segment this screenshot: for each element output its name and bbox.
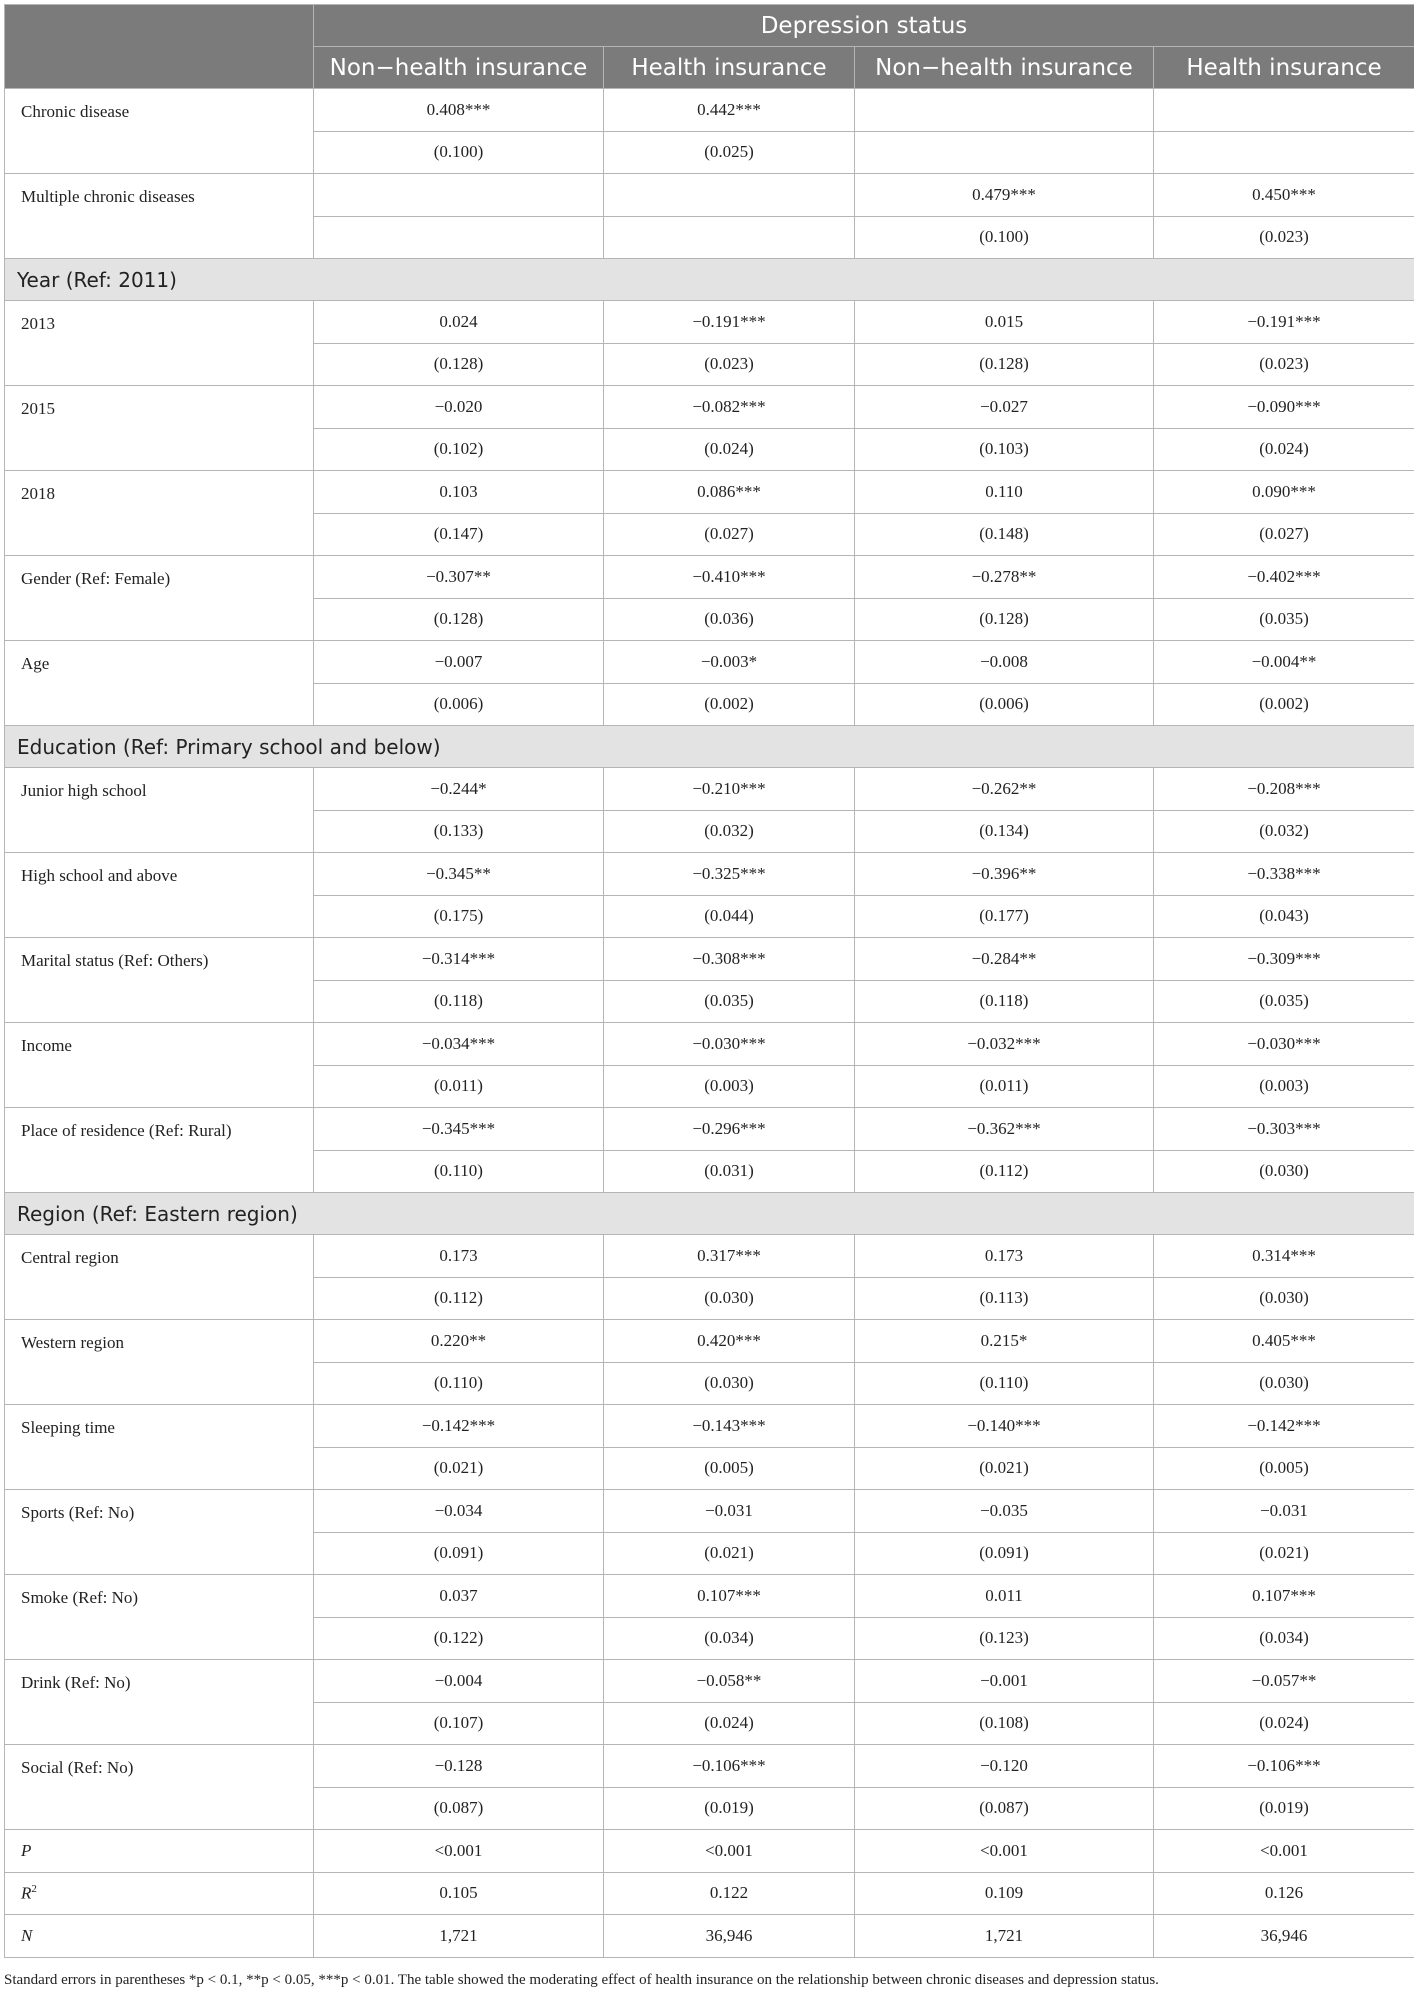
coefficient-cell: −0.142*** [314, 1405, 604, 1448]
variable-label: Sleeping time [5, 1405, 314, 1490]
coefficient-cell: −0.030*** [604, 1023, 855, 1066]
coefficient-cell: 0.450*** [1154, 174, 1414, 217]
coefficient-cell: −0.338*** [1154, 853, 1414, 896]
coefficient-cell: −0.035 [855, 1490, 1154, 1533]
coefficient-row [5, 1490, 1414, 1533]
standard-error-cell: (0.025) [604, 131, 855, 174]
coefficient-cell: 0.011 [855, 1575, 1154, 1618]
standard-error-cell [1154, 131, 1414, 174]
standard-error-cell: (0.024) [604, 428, 855, 471]
coefficient-cell: −0.008 [855, 641, 1154, 684]
coefficient-cell: 0.024 [314, 301, 604, 344]
coefficient-row [5, 386, 1414, 429]
standard-error-cell: (0.147) [314, 513, 604, 556]
coefficient-cell: −0.031 [1154, 1490, 1414, 1533]
standard-error-cell: (0.005) [1154, 1447, 1414, 1490]
coefficient-cell: −0.191*** [1154, 301, 1414, 344]
standard-error-cell: (0.087) [314, 1787, 604, 1830]
coefficient-cell: 0.110 [855, 471, 1154, 514]
coefficient-cell: −0.031 [604, 1490, 855, 1533]
standard-error-cell: (0.102) [314, 428, 604, 471]
coefficient-cell: −0.120 [855, 1745, 1154, 1788]
header-group-title: Depression status [314, 5, 1414, 47]
standard-error-cell: (0.002) [1154, 683, 1414, 726]
statistic-symbol: N [21, 1925, 33, 1945]
standard-error-cell: (0.107) [314, 1702, 604, 1745]
coefficient-cell: 0.107*** [1154, 1575, 1414, 1618]
standard-error-cell: (0.034) [1154, 1617, 1414, 1660]
standard-error-cell: (0.002) [604, 683, 855, 726]
coefficient-cell: 0.442*** [604, 89, 855, 132]
statistic-row [5, 1830, 1414, 1873]
coefficient-cell: −0.004** [1154, 641, 1414, 684]
coefficient-cell: −0.106*** [1154, 1745, 1414, 1788]
statistic-value-cell: 1,721 [855, 1915, 1154, 1958]
standard-error-cell: (0.021) [855, 1447, 1154, 1490]
coefficient-cell: 0.314*** [1154, 1235, 1414, 1278]
coefficient-cell: −0.032*** [855, 1023, 1154, 1066]
variable-label: Social (Ref: No) [5, 1745, 314, 1830]
coefficient-cell: −0.106*** [604, 1745, 855, 1788]
standard-error-cell: (0.110) [314, 1150, 604, 1193]
header-corner [5, 5, 314, 89]
coefficient-cell: 0.408*** [314, 89, 604, 132]
standard-error-cell: (0.128) [314, 598, 604, 641]
coefficient-cell: −0.027 [855, 386, 1154, 429]
statistic-value-cell: <0.001 [604, 1830, 855, 1873]
standard-error-cell: (0.128) [855, 598, 1154, 641]
coefficient-cell: −0.142*** [1154, 1405, 1414, 1448]
coefficient-cell: 0.103 [314, 471, 604, 514]
standard-error-cell: (0.112) [314, 1277, 604, 1320]
coefficient-cell: −0.210*** [604, 768, 855, 811]
coefficient-cell: 0.107*** [604, 1575, 855, 1618]
standard-error-cell: (0.035) [1154, 980, 1414, 1023]
standard-error-cell: (0.108) [855, 1702, 1154, 1745]
coefficient-cell: −0.307** [314, 556, 604, 599]
standard-error-cell: (0.030) [1154, 1277, 1414, 1320]
standard-error-cell: (0.113) [855, 1277, 1154, 1320]
coefficient-row [5, 1575, 1414, 1618]
section-label: Region (Ref: Eastern region) [5, 1193, 1414, 1235]
standard-error-cell: (0.031) [604, 1150, 855, 1193]
variable-label: Central region [5, 1235, 314, 1320]
standard-error-cell: (0.011) [855, 1065, 1154, 1108]
section-header-row [5, 726, 1414, 768]
coefficient-row [5, 938, 1414, 981]
coefficient-cell: −0.003* [604, 641, 855, 684]
standard-error-cell: (0.103) [855, 428, 1154, 471]
coefficient-cell: −0.140*** [855, 1405, 1154, 1448]
statistic-label [5, 1830, 314, 1873]
coefficient-cell [855, 89, 1154, 132]
regression-table-container [4, 4, 1414, 1958]
table-header [5, 5, 1414, 89]
standard-error-cell [604, 216, 855, 259]
standard-error-cell [314, 216, 604, 259]
variable-label: Multiple chronic diseases [5, 174, 314, 259]
standard-error-cell: (0.035) [604, 980, 855, 1023]
coefficient-cell: −0.410*** [604, 556, 855, 599]
statistic-row [5, 1915, 1414, 1958]
coefficient-cell: −0.402*** [1154, 556, 1414, 599]
coefficient-cell: −0.030*** [1154, 1023, 1414, 1066]
coefficient-cell: −0.345** [314, 853, 604, 896]
standard-error-cell: (0.122) [314, 1617, 604, 1660]
statistic-label [5, 1915, 314, 1958]
statistic-value-cell: 0.122 [604, 1872, 855, 1915]
coefficient-cell: −0.143*** [604, 1405, 855, 1448]
variable-label: Income [5, 1023, 314, 1108]
coefficient-row [5, 89, 1414, 132]
standard-error-cell: (0.177) [855, 895, 1154, 938]
standard-error-cell: (0.003) [1154, 1065, 1414, 1108]
variable-label: Junior high school [5, 768, 314, 853]
coefficient-cell: 0.086*** [604, 471, 855, 514]
variable-label: 2015 [5, 386, 314, 471]
standard-error-cell: (0.043) [1154, 895, 1414, 938]
standard-error-cell: (0.024) [604, 1702, 855, 1745]
coefficient-row [5, 1235, 1414, 1278]
standard-error-cell: (0.030) [1154, 1150, 1414, 1193]
coefficient-cell: −0.362*** [855, 1108, 1154, 1151]
coefficient-cell: 0.220** [314, 1320, 604, 1363]
section-label: Year (Ref: 2011) [5, 259, 1414, 301]
statistic-value-cell: 36,946 [1154, 1915, 1414, 1958]
variable-label: High school and above [5, 853, 314, 938]
coefficient-cell: 0.215* [855, 1320, 1154, 1363]
standard-error-cell: (0.023) [1154, 343, 1414, 386]
coefficient-row [5, 768, 1414, 811]
statistic-value-cell: <0.001 [1154, 1830, 1414, 1873]
variable-label: Gender (Ref: Female) [5, 556, 314, 641]
variable-label: Chronic disease [5, 89, 314, 174]
coefficient-cell: 0.479*** [855, 174, 1154, 217]
standard-error-cell: (0.006) [314, 683, 604, 726]
coefficient-row [5, 1405, 1414, 1448]
standard-error-cell: (0.023) [1154, 216, 1414, 259]
coefficient-row [5, 1320, 1414, 1363]
regression-table [4, 4, 1414, 1958]
standard-error-cell: (0.110) [314, 1362, 604, 1405]
statistic-value-cell: <0.001 [855, 1830, 1154, 1873]
coefficient-row [5, 1023, 1414, 1066]
coefficient-cell: −0.278** [855, 556, 1154, 599]
coefficient-cell: −0.034*** [314, 1023, 604, 1066]
coefficient-row [5, 641, 1414, 684]
standard-error-cell: (0.011) [314, 1065, 604, 1108]
statistic-value-cell: 1,721 [314, 1915, 604, 1958]
coefficient-cell: −0.308*** [604, 938, 855, 981]
coefficient-cell: −0.325*** [604, 853, 855, 896]
coefficient-cell: −0.303*** [1154, 1108, 1414, 1151]
standard-error-cell: (0.087) [855, 1787, 1154, 1830]
statistic-value-cell: <0.001 [314, 1830, 604, 1873]
variable-label: Smoke (Ref: No) [5, 1575, 314, 1660]
standard-error-cell: (0.091) [314, 1532, 604, 1575]
coefficient-row [5, 301, 1414, 344]
coefficient-cell [314, 174, 604, 217]
standard-error-cell: (0.133) [314, 810, 604, 853]
coefficient-cell: −0.208*** [1154, 768, 1414, 811]
standard-error-cell: (0.032) [1154, 810, 1414, 853]
statistic-symbol: P [21, 1840, 32, 1860]
header-column: Health insurance [1154, 47, 1414, 89]
coefficient-cell [604, 174, 855, 217]
coefficient-cell: −0.262** [855, 768, 1154, 811]
standard-error-cell: (0.118) [855, 980, 1154, 1023]
section-label: Education (Ref: Primary school and below) [5, 726, 1414, 768]
standard-error-cell: (0.021) [1154, 1532, 1414, 1575]
standard-error-cell: (0.027) [1154, 513, 1414, 556]
coefficient-cell [1154, 89, 1414, 132]
statistic-value-cell: 0.109 [855, 1872, 1154, 1915]
coefficient-cell: −0.396** [855, 853, 1154, 896]
section-header-row [5, 1193, 1414, 1235]
standard-error-cell: (0.035) [1154, 598, 1414, 641]
coefficient-cell: 0.090*** [1154, 471, 1414, 514]
standard-error-cell: (0.100) [314, 131, 604, 174]
standard-error-cell: (0.175) [314, 895, 604, 938]
coefficient-cell: 0.173 [314, 1235, 604, 1278]
coefficient-cell: −0.020 [314, 386, 604, 429]
standard-error-cell: (0.027) [604, 513, 855, 556]
statistic-label [5, 1872, 314, 1915]
coefficient-cell: −0.128 [314, 1745, 604, 1788]
coefficient-cell: 0.405*** [1154, 1320, 1414, 1363]
variable-label: Sports (Ref: No) [5, 1490, 314, 1575]
coefficient-cell: −0.284** [855, 938, 1154, 981]
variable-label: Western region [5, 1320, 314, 1405]
standard-error-cell: (0.100) [855, 216, 1154, 259]
coefficient-row [5, 1745, 1414, 1788]
table-footnote: Standard errors in parentheses *p < 0.1, **p < 0.05, ***p < 0.01. The table showed the moderating effect of health insurance on the relationship between chronic diseases and depression status. [4, 1972, 1159, 1988]
coefficient-cell: 0.317*** [604, 1235, 855, 1278]
section-header-row [5, 259, 1414, 301]
standard-error-cell: (0.112) [855, 1150, 1154, 1193]
coefficient-cell: −0.090*** [1154, 386, 1414, 429]
variable-label: Place of residence (Ref: Rural) [5, 1108, 314, 1193]
standard-error-cell: (0.091) [855, 1532, 1154, 1575]
coefficient-cell: −0.082*** [604, 386, 855, 429]
variable-label: 2013 [5, 301, 314, 386]
standard-error-cell: (0.030) [604, 1277, 855, 1320]
coefficient-cell: 0.173 [855, 1235, 1154, 1278]
standard-error-cell: (0.123) [855, 1617, 1154, 1660]
coefficient-cell: −0.058** [604, 1660, 855, 1703]
coefficient-row [5, 471, 1414, 514]
coefficient-cell: −0.004 [314, 1660, 604, 1703]
standard-error-cell: (0.024) [1154, 1702, 1414, 1745]
standard-error-cell: (0.005) [604, 1447, 855, 1490]
coefficient-cell: −0.309*** [1154, 938, 1414, 981]
coefficient-cell: −0.007 [314, 641, 604, 684]
standard-error-cell: (0.019) [604, 1787, 855, 1830]
coefficient-cell: −0.244* [314, 768, 604, 811]
coefficient-row [5, 1108, 1414, 1151]
statistic-superscript: 2 [31, 1882, 37, 1895]
coefficient-cell: 0.420*** [604, 1320, 855, 1363]
standard-error-cell: (0.021) [604, 1532, 855, 1575]
coefficient-row [5, 853, 1414, 896]
coefficient-cell: −0.001 [855, 1660, 1154, 1703]
standard-error-cell: (0.019) [1154, 1787, 1414, 1830]
standard-error-cell: (0.128) [855, 343, 1154, 386]
standard-error-cell: (0.128) [314, 343, 604, 386]
standard-error-cell: (0.024) [1154, 428, 1414, 471]
standard-error-cell: (0.110) [855, 1362, 1154, 1405]
statistic-symbol: R [21, 1883, 32, 1903]
coefficient-row [5, 556, 1414, 599]
standard-error-cell: (0.006) [855, 683, 1154, 726]
header-column: Non−health insurance [855, 47, 1154, 89]
standard-error-cell: (0.021) [314, 1447, 604, 1490]
variable-label: Marital status (Ref: Others) [5, 938, 314, 1023]
standard-error-cell: (0.148) [855, 513, 1154, 556]
variable-label: 2018 [5, 471, 314, 556]
coefficient-cell: −0.191*** [604, 301, 855, 344]
coefficient-row [5, 174, 1414, 217]
header-column: Non−health insurance [314, 47, 604, 89]
standard-error-cell: (0.003) [604, 1065, 855, 1108]
standard-error-cell: (0.030) [604, 1362, 855, 1405]
variable-label: Age [5, 641, 314, 726]
coefficient-cell: −0.057** [1154, 1660, 1414, 1703]
standard-error-cell: (0.044) [604, 895, 855, 938]
statistic-value-cell: 0.105 [314, 1872, 604, 1915]
standard-error-cell: (0.030) [1154, 1362, 1414, 1405]
standard-error-cell: (0.034) [604, 1617, 855, 1660]
standard-error-cell: (0.032) [604, 810, 855, 853]
coefficient-row [5, 1660, 1414, 1703]
statistic-value-cell: 36,946 [604, 1915, 855, 1958]
coefficient-cell: −0.034 [314, 1490, 604, 1533]
standard-error-cell: (0.023) [604, 343, 855, 386]
variable-label: Drink (Ref: No) [5, 1660, 314, 1745]
table-body [5, 89, 1414, 1958]
coefficient-cell: −0.314*** [314, 938, 604, 981]
standard-error-cell: (0.118) [314, 980, 604, 1023]
standard-error-cell: (0.036) [604, 598, 855, 641]
coefficient-cell: 0.037 [314, 1575, 604, 1618]
standard-error-cell: (0.134) [855, 810, 1154, 853]
header-column: Health insurance [604, 47, 855, 89]
coefficient-cell: 0.015 [855, 301, 1154, 344]
standard-error-cell [855, 131, 1154, 174]
coefficient-cell: −0.345*** [314, 1108, 604, 1151]
coefficient-cell: −0.296*** [604, 1108, 855, 1151]
statistic-value-cell: 0.126 [1154, 1872, 1414, 1915]
statistic-row [5, 1872, 1414, 1915]
